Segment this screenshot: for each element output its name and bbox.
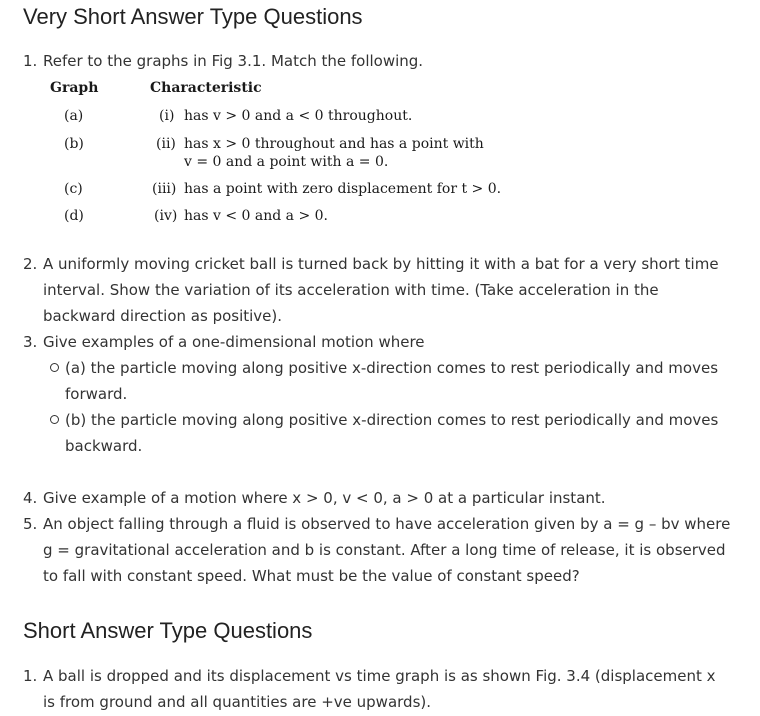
- question-1: [23, 48, 743, 74]
- question-text: Give examples of a one-dimensional motion where: [43, 333, 425, 351]
- list-item-text-continued: forward.: [65, 385, 128, 403]
- section-title-short: Short Answer Type Questions: [23, 618, 313, 643]
- list-item-text-continued: backward.: [65, 437, 143, 455]
- characteristic-text: has v > 0 and a < 0 throughout.: [184, 108, 413, 124]
- question-text-line: g = gravitational acceleration and b is constant. After a long time of release, it is observed: [43, 541, 726, 559]
- list-item-text: (a) the particle moving along positive x-direction comes to rest periodically and moves: [65, 359, 719, 377]
- question-number: 2.: [23, 255, 38, 273]
- bullet-icon: [50, 363, 59, 372]
- question-text-line: interval. Show the variation of its acceleration with time. (Take acceleration in the: [43, 281, 659, 299]
- question-text-line: A ball is dropped and its displacement vs time graph is as shown Fig. 3.4 (displacement x: [43, 667, 716, 685]
- question-number: 3.: [23, 333, 38, 351]
- question-text-line: backward direction as positive).: [43, 307, 283, 325]
- column-header-characteristic: Characteristic: [150, 80, 262, 96]
- question-5: [23, 511, 743, 589]
- graph-label: (a): [64, 108, 84, 124]
- roman-numeral: (iv): [154, 208, 178, 224]
- question-text: Give example of a motion where x > 0, v < 0, a > 0 at a particular instant.: [43, 489, 606, 507]
- list-item-text: (b) the particle moving along positive x-direction comes to rest periodically and moves: [65, 411, 719, 429]
- section-title-very-short: Very Short Answer Type Questions: [23, 4, 363, 29]
- question-text-line: to fall with constant speed. What must be the value of constant speed?: [43, 567, 580, 585]
- question-text-line: is from ground and all quantities are +ve upwards).: [43, 693, 432, 711]
- bullet-icon: [50, 415, 59, 424]
- roman-numeral: (ii): [156, 136, 176, 152]
- question-number: 5.: [23, 515, 38, 533]
- roman-numeral: (iii): [152, 181, 177, 197]
- list-item: [50, 407, 740, 459]
- question-number: 4.: [23, 489, 38, 507]
- list-item: [50, 355, 740, 407]
- roman-numeral: (i): [159, 108, 175, 124]
- characteristic-text: has x > 0 throughout and has a point with: [184, 136, 484, 152]
- question-text-line: A uniformly moving cricket ball is turned back by hitting it with a bat for a very short time: [43, 255, 719, 273]
- characteristic-text-continued: v = 0 and a point with a = 0.: [184, 154, 389, 170]
- question-3: [23, 329, 743, 355]
- graph-label: (b): [64, 136, 84, 152]
- short-question-1: [23, 663, 743, 715]
- graph-label: (c): [64, 181, 83, 197]
- question-text-line: An object falling through a fluid is observed to have acceleration given by a = g – bv where: [43, 515, 731, 533]
- question-number: 1.: [23, 52, 38, 70]
- question-text: Refer to the graphs in Fig 3.1. Match the following.: [43, 52, 424, 70]
- question-2: [23, 251, 743, 329]
- question-number: 1.: [23, 667, 38, 685]
- column-header-graph: Graph: [50, 80, 99, 96]
- graph-label: (d): [64, 208, 84, 224]
- characteristic-text: has a point with zero displacement for t > 0.: [184, 181, 502, 197]
- characteristic-text: has v < 0 and a > 0.: [184, 208, 329, 224]
- question-4: [23, 485, 743, 511]
